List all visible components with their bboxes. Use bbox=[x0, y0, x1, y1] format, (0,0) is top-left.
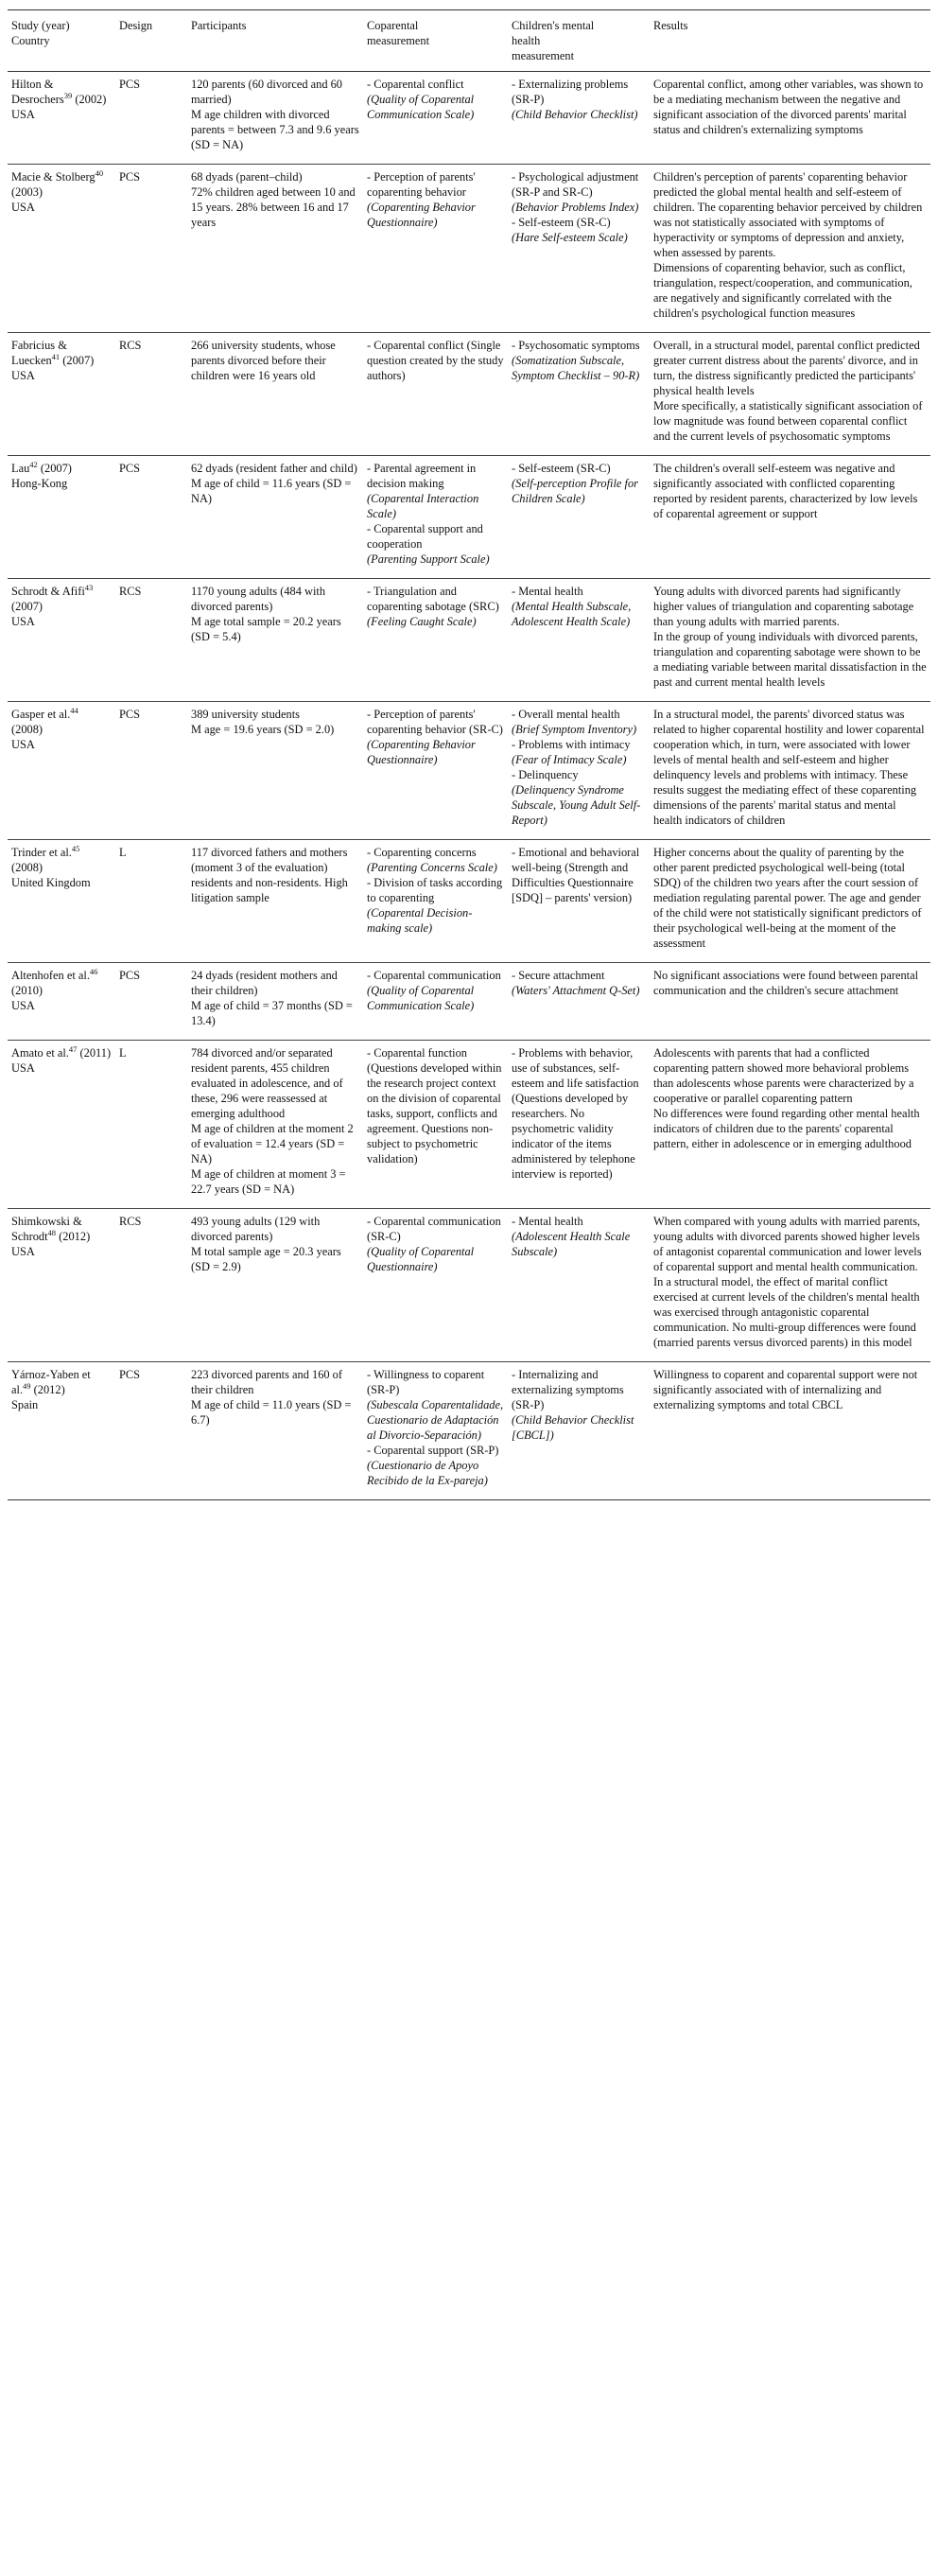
measure-text: - Mental health bbox=[512, 1215, 583, 1228]
participants-cell bbox=[187, 840, 363, 963]
table-row bbox=[8, 840, 930, 963]
participants-cell bbox=[187, 1209, 363, 1362]
study-reference: 42 bbox=[29, 459, 38, 469]
design-cell: L bbox=[119, 1046, 127, 1060]
participants-line: M age = 19.6 years (SD = 2.0) bbox=[191, 723, 335, 736]
results-paragraph: Overall, in a structural model, parental conflict predicted greater current distress about the parents' divorce, and in turn, the distress significantly predicted the participants' physical health levels bbox=[653, 339, 920, 397]
measure-instrument: (Delinquency Syndrome Subscale, Young Adult Self-Report) bbox=[512, 783, 641, 827]
study-cell bbox=[8, 579, 115, 702]
measure-text: - Coparental conflict (Single question created by the study authors) bbox=[367, 339, 504, 382]
results-cell bbox=[650, 333, 930, 456]
coparental-cell bbox=[363, 1041, 508, 1209]
study-author: Lau bbox=[11, 462, 30, 475]
study-country: Hong-Kong bbox=[11, 477, 68, 490]
participants-line: 784 divorced and/or separated resident parents, 455 children evaluated in adolescence, and of these, 296 were reassessed at emerging adulthood bbox=[191, 1046, 343, 1120]
participants-line: 389 university students bbox=[191, 708, 300, 721]
design-cell: L bbox=[119, 846, 127, 859]
measure-text: - Overall mental health bbox=[512, 708, 620, 721]
study-cell bbox=[8, 333, 115, 456]
study-year: (2011) bbox=[79, 1046, 112, 1060]
mental-health-cell bbox=[508, 333, 650, 456]
study-cell bbox=[8, 72, 115, 165]
coparental-cell bbox=[363, 963, 508, 1041]
measure-text: - Self-esteem (SR-C) bbox=[512, 462, 611, 475]
table-row bbox=[8, 1041, 930, 1209]
table-body bbox=[8, 72, 930, 1500]
measure-instrument: (Coparental Decision-making scale) bbox=[367, 906, 473, 935]
study-cell bbox=[8, 963, 115, 1041]
measure-instrument: (Quality of Coparental Communication Scale) bbox=[367, 93, 475, 121]
results-cell bbox=[650, 702, 930, 840]
measure-text: - Self-esteem (SR-C) bbox=[512, 216, 611, 229]
design-cell: PCS bbox=[119, 462, 141, 475]
measure-text: - Coparental communication bbox=[367, 969, 501, 982]
coparental-cell bbox=[363, 165, 508, 333]
results-cell bbox=[650, 1041, 930, 1209]
results-paragraph: Children's perception of parents' coparenting behavior predicted the global mental health and self-esteem of children. The coparenting behavior perceived by children was not statistically associated with symptoms of hyperactivity or symptoms of depression and anxiety, when assessed by parents. bbox=[653, 170, 923, 259]
participants-line: M age of children at moment 3 = 22.7 years (SD = NA) bbox=[191, 1167, 346, 1196]
measure-instrument: (Coparenting Behavior Questionnaire) bbox=[367, 738, 476, 766]
coparental-cell bbox=[363, 72, 508, 165]
coparental-cell bbox=[363, 579, 508, 702]
participants-line: 68 dyads (parent–child) bbox=[191, 170, 303, 184]
mental-health-cell bbox=[508, 963, 650, 1041]
study-country: USA bbox=[11, 1061, 35, 1075]
measure-instrument: (Adolescent Health Scale Subscale) bbox=[512, 1230, 631, 1258]
header-design: Design bbox=[119, 19, 153, 32]
design-cell: PCS bbox=[119, 1368, 141, 1381]
participants-cell bbox=[187, 72, 363, 165]
measure-instrument: (Mental Health Subscale, Adolescent Health Scale) bbox=[512, 600, 632, 628]
table-row bbox=[8, 579, 930, 702]
results-cell bbox=[650, 456, 930, 579]
mental-health-cell bbox=[508, 579, 650, 702]
coparental-cell bbox=[363, 1362, 508, 1500]
results-cell bbox=[650, 840, 930, 963]
design-cell: PCS bbox=[119, 170, 141, 184]
results-paragraph: Dimensions of coparenting behavior, such as conflict, triangulation, respect/cooperation, and communication, are negatively and significantly correlated with the children's psychological function measures bbox=[653, 261, 912, 320]
table-row bbox=[8, 72, 930, 165]
study-cell bbox=[8, 702, 115, 840]
study-author: Shimkowski & Schrodt bbox=[11, 1215, 82, 1243]
study-cell bbox=[8, 1209, 115, 1362]
study-country: United Kingdom bbox=[11, 876, 91, 889]
header-results: Results bbox=[653, 19, 688, 32]
results-paragraph: Higher concerns about the quality of parenting by the other parent predicted psychological well-being (total SDQ) of the children two years after the court session of mediation regulating parental power. The age and gender of the child were not statistically significant predictors of their psychological well-being at the moment of the assessment bbox=[653, 846, 922, 950]
measure-text: - Perception of parents' coparenting behavior bbox=[367, 170, 476, 199]
participants-cell bbox=[187, 963, 363, 1041]
study-year: (2010) bbox=[11, 984, 43, 997]
participants-cell bbox=[187, 165, 363, 333]
results-paragraph: Willingness to coparent and coparental support were not significantly associated with of internalizing and externalizing symptoms and total CBCL bbox=[653, 1368, 918, 1411]
mental-health-cell bbox=[508, 72, 650, 165]
results-paragraph: When compared with young adults with married parents, young adults with divorced parents showed higher levels of antagonist coparental communication and lower levels of coparental support and mental health communication. bbox=[653, 1215, 922, 1273]
study-country: USA bbox=[11, 1245, 35, 1258]
study-year: (2002) bbox=[75, 93, 107, 106]
coparental-cell bbox=[363, 333, 508, 456]
design-cell: PCS bbox=[119, 78, 141, 91]
study-year: (2012) bbox=[59, 1230, 91, 1243]
study-author: Yárnoz-Yaben et al. bbox=[11, 1368, 91, 1396]
participants-line: 493 young adults (129 with divorced parents) bbox=[191, 1215, 321, 1243]
participants-cell bbox=[187, 1041, 363, 1209]
measure-text: - Mental health bbox=[512, 585, 583, 598]
measure-text: - Parental agreement in decision making bbox=[367, 462, 477, 490]
participants-line: 266 university students, whose parents divorced before their children were 16 years old bbox=[191, 339, 336, 382]
studies-table bbox=[8, 9, 930, 1500]
study-author: Trinder et al. bbox=[11, 846, 72, 859]
measure-instrument: (Coparenting Behavior Questionnaire) bbox=[367, 201, 476, 229]
measure-instrument: (Waters' Attachment Q-Set) bbox=[512, 984, 640, 997]
measure-text: - Perception of parents' coparenting behavior (SR-C) bbox=[367, 708, 503, 736]
study-author: Fabricius & Luecken bbox=[11, 339, 67, 367]
measure-instrument: (Coparental Interaction Scale) bbox=[367, 492, 479, 520]
coparental-cell bbox=[363, 1209, 508, 1362]
participants-line: 1170 young adults (484 with divorced parents) bbox=[191, 585, 326, 613]
study-cell bbox=[8, 456, 115, 579]
participants-cell bbox=[187, 456, 363, 579]
measure-text: - Coparental conflict bbox=[367, 78, 464, 91]
study-year: (2008) bbox=[11, 861, 43, 874]
study-reference: 47 bbox=[68, 1043, 78, 1054]
measure-text: - Psychological adjustment (SR-P and SR-C) bbox=[512, 170, 639, 199]
study-country: USA bbox=[11, 108, 35, 121]
study-author: Amato et al. bbox=[11, 1046, 69, 1060]
measure-instrument: (Somatization Subscale, Symptom Checklist – 90-R) bbox=[512, 354, 640, 382]
measure-text: - Emotional and behavioral well-being (Strength and Difficulties Questionnaire [SDQ] – parents' version) bbox=[512, 846, 640, 904]
results-cell bbox=[650, 579, 930, 702]
study-author: Gasper et al. bbox=[11, 708, 71, 721]
table-row bbox=[8, 1209, 930, 1362]
table-row bbox=[8, 456, 930, 579]
measure-text: - Coparenting concerns bbox=[367, 846, 477, 859]
measure-text: - Coparental communication (SR-C) bbox=[367, 1215, 501, 1243]
measure-text: - Internalizing and externalizing symptoms (SR-P) bbox=[512, 1368, 624, 1411]
mental-health-cell bbox=[508, 702, 650, 840]
study-reference: 45 bbox=[71, 843, 80, 853]
participants-line: 72% children aged between 10 and 15 years. 28% between 16 and 17 years bbox=[191, 185, 356, 229]
participants-line: 24 dyads (resident mothers and their children) bbox=[191, 969, 338, 997]
coparental-cell bbox=[363, 456, 508, 579]
measure-text: - Coparental support and cooperation bbox=[367, 522, 483, 551]
table-row bbox=[8, 333, 930, 456]
study-year: (2003) bbox=[11, 185, 43, 199]
participants-line: M age of children at the moment 2 of evaluation = 12.4 years (SD = NA) bbox=[191, 1122, 354, 1165]
mental-health-cell bbox=[508, 1041, 650, 1209]
measure-instrument: (Brief Symptom Inventory) bbox=[512, 723, 637, 736]
mental-health-cell bbox=[508, 1362, 650, 1500]
study-year: (2007) bbox=[40, 462, 72, 475]
participants-cell bbox=[187, 1362, 363, 1500]
measure-text: - Externalizing problems (SR-P) bbox=[512, 78, 629, 106]
participants-line: 62 dyads (resident father and child) bbox=[191, 462, 357, 475]
measure-instrument: (Cuestionario de Apoyo Recibido de la Ex-pareja) bbox=[367, 1459, 488, 1487]
study-reference: 49 bbox=[23, 1380, 31, 1391]
study-country: USA bbox=[11, 738, 35, 751]
results-paragraph: The children's overall self-esteem was negative and significantly associated with conflicted coparenting reported by resident parents, characterized by low levels of coparental agreement or support bbox=[653, 462, 918, 520]
participants-cell bbox=[187, 579, 363, 702]
study-cell bbox=[8, 840, 115, 963]
results-paragraph: More specifically, a statistically significant association of low magnitude was found between coparental conflict and the current levels of psychosomatic symptoms bbox=[653, 399, 923, 443]
measure-instrument: (Self-perception Profile for Children Scale) bbox=[512, 477, 638, 505]
design-cell: RCS bbox=[119, 585, 142, 598]
measure-instrument: (Parenting Concerns Scale) bbox=[367, 861, 497, 874]
study-reference: 46 bbox=[89, 966, 98, 976]
study-cell bbox=[8, 165, 115, 333]
measure-instrument: (Behavior Problems Index) bbox=[512, 201, 639, 214]
header-mental-health: Children's mental health measurement bbox=[512, 19, 595, 62]
design-cell: PCS bbox=[119, 708, 141, 721]
study-country: Spain bbox=[11, 1398, 39, 1411]
results-paragraph: Young adults with divorced parents had significantly higher values of triangulation and coparenting sabotage than young adults with married parents. bbox=[653, 585, 914, 628]
study-country: USA bbox=[11, 369, 35, 382]
study-year: (2008) bbox=[11, 723, 43, 736]
measure-instrument: (Child Behavior Checklist [CBCL]) bbox=[512, 1413, 634, 1442]
study-reference: 43 bbox=[84, 582, 94, 592]
design-cell: RCS bbox=[119, 1215, 142, 1228]
results-paragraph: No significant associations were found between parental communication and the children's secure attachment bbox=[653, 969, 919, 997]
header-row bbox=[8, 10, 930, 72]
study-author: Altenhofen et al. bbox=[11, 969, 90, 982]
results-paragraph: In the group of young individuals with divorced parents, triangulation and coparenting sabotage were shown to be a mediating variable between marital dissatisfaction in the past and current mental health levels bbox=[653, 630, 927, 689]
measure-text: - Willingness to coparent (SR-P) bbox=[367, 1368, 485, 1396]
participants-line: M total sample age = 20.3 years (SD = 2.9) bbox=[191, 1245, 341, 1273]
coparental-cell bbox=[363, 702, 508, 840]
header-participants: Participants bbox=[191, 19, 247, 32]
measure-text: - Problems with intimacy bbox=[512, 738, 631, 751]
study-author: Macie & Stolberg bbox=[11, 170, 96, 184]
results-cell bbox=[650, 165, 930, 333]
measure-instrument: (Fear of Intimacy Scale) bbox=[512, 753, 627, 766]
results-paragraph: Adolescents with parents that had a conflicted coparenting pattern showed more behavioral problems than adolescents whose parents were characterized by a cooperative or parallel coparenting pattern bbox=[653, 1046, 914, 1105]
measure-instrument: (Hare Self-esteem Scale) bbox=[512, 231, 628, 244]
table-row bbox=[8, 1362, 930, 1500]
results-cell bbox=[650, 1209, 930, 1362]
participants-line: M age children with divorced parents = between 7.3 and 9.6 years (SD = NA) bbox=[191, 108, 359, 151]
measure-text: - Triangulation and coparenting sabotage (SRC) bbox=[367, 585, 499, 613]
study-reference: 48 bbox=[47, 1227, 57, 1237]
study-year: (2012) bbox=[33, 1383, 65, 1396]
results-cell bbox=[650, 1362, 930, 1500]
participants-line: M age of child = 11.6 years (SD = NA) bbox=[191, 477, 352, 505]
results-paragraph: In a structural model, the parents' divorced status was related to higher coparental hostility and lower coparental cooperation which, in turn, were associated with lower levels of mental health and self-esteem and higher delinquency levels and problems with intimacy. These results suggest the mediating effect of these coparenting dimensions of the parents' marital status and mental health indicators of children bbox=[653, 708, 925, 827]
design-cell: PCS bbox=[119, 969, 141, 982]
study-country: USA bbox=[11, 615, 35, 628]
study-country: USA bbox=[11, 201, 35, 214]
measure-instrument: (Quality of Coparental Communication Scale) bbox=[367, 984, 475, 1012]
measure-text: - Secure attachment bbox=[512, 969, 605, 982]
coparental-cell bbox=[363, 840, 508, 963]
study-country: USA bbox=[11, 999, 35, 1012]
measure-instrument: (Parenting Support Scale) bbox=[367, 552, 490, 566]
measure-text: - Problems with behavior, use of substances, self-esteem and life satisfaction (Questions developed by researchers. No psychometric validity indicator of the items administered by telephone interview is reported) bbox=[512, 1046, 639, 1181]
measure-text: - Coparental support (SR-P) bbox=[367, 1444, 499, 1457]
measure-instrument: (Subescala Coparentalidade, Cuestionario de Adaptación al Divorcio-Separación) bbox=[367, 1398, 504, 1442]
header-study: Study (year) Country bbox=[11, 19, 70, 47]
table-row bbox=[8, 165, 930, 333]
results-cell bbox=[650, 72, 930, 165]
design-cell: RCS bbox=[119, 339, 142, 352]
participants-line: 120 parents (60 divorced and 60 married) bbox=[191, 78, 343, 106]
study-cell bbox=[8, 1362, 115, 1500]
results-paragraph: Coparental conflict, among other variables, was shown to be a mediating mechanism between the negative and significant association of the divorced parents' marital status and children's externalizing symptoms bbox=[653, 78, 924, 136]
study-reference: 39 bbox=[63, 90, 73, 100]
measure-text: - Psychosomatic symptoms bbox=[512, 339, 640, 352]
participants-line: M age total sample = 20.2 years (SD = 5.4) bbox=[191, 615, 341, 643]
table-row bbox=[8, 702, 930, 840]
participants-line: M age of child = 37 months (SD = 13.4) bbox=[191, 999, 353, 1027]
participants-line: 117 divorced fathers and mothers (moment 3 of the evaluation) residents and non-residents. High litigation sample bbox=[191, 846, 348, 904]
mental-health-cell bbox=[508, 456, 650, 579]
participants-line: M age of child = 11.0 years (SD = 6.7) bbox=[191, 1398, 352, 1427]
measure-instrument: (Child Behavior Checklist) bbox=[512, 108, 638, 121]
measure-text: - Division of tasks according to coparenting bbox=[367, 876, 503, 904]
study-year: (2007) bbox=[62, 354, 95, 367]
study-reference: 44 bbox=[70, 705, 78, 715]
measure-instrument: (Feeling Caught Scale) bbox=[367, 615, 477, 628]
participants-line: 223 divorced parents and 160 of their children bbox=[191, 1368, 343, 1396]
study-author: Hilton & Desrochers bbox=[11, 78, 64, 106]
mental-health-cell bbox=[508, 840, 650, 963]
study-year: (2007) bbox=[11, 600, 43, 613]
study-author: Schrodt & Afifi bbox=[11, 585, 85, 598]
measure-text: - Coparental function (Questions developed within the research project context on the division of coparental tasks, support, conflicts and agreement. Questions non-subject to psychometric validation) bbox=[367, 1046, 502, 1165]
mental-health-cell bbox=[508, 1209, 650, 1362]
study-reference: 40 bbox=[95, 167, 104, 178]
results-cell bbox=[650, 963, 930, 1041]
table-row bbox=[8, 963, 930, 1041]
measure-text: - Delinquency bbox=[512, 768, 579, 781]
participants-cell bbox=[187, 333, 363, 456]
mental-health-cell bbox=[508, 165, 650, 333]
study-reference: 41 bbox=[51, 351, 61, 361]
results-paragraph: In a structural model, the effect of marital conflict exercised at current levels of the children's mental health was exercised through antagonistic coparental communication. No multi-group differences were found (married parents versus divorced parents) in this model bbox=[653, 1275, 920, 1349]
measure-instrument: (Quality of Coparental Questionnaire) bbox=[367, 1245, 475, 1273]
study-cell bbox=[8, 1041, 115, 1209]
header-coparental: Coparental measurement bbox=[367, 19, 430, 47]
participants-cell bbox=[187, 702, 363, 840]
results-paragraph: No differences were found regarding other mental health indicators of children due to the parents' coparental pattern, either in adolescence or in emerging adulthood bbox=[653, 1107, 920, 1150]
